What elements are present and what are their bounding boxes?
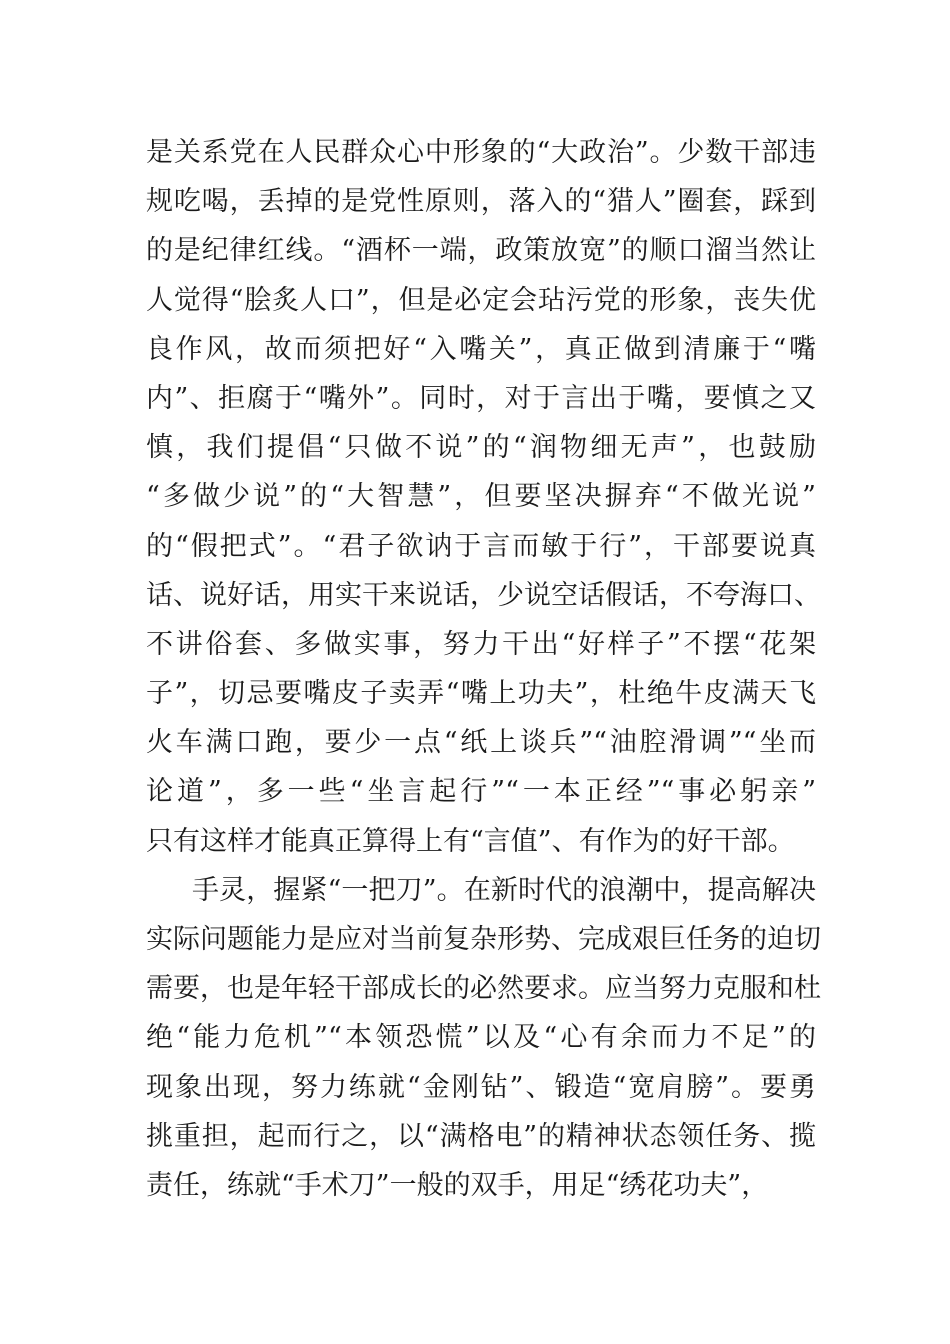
text-line: 人觉得“脍炙人口”，但是必定会玷污党的形象，丧失优 xyxy=(146,284,816,316)
text-line: 良作风，故而须把好“入嘴关”，真正做到清廉于“嘴 xyxy=(146,333,816,365)
text-line: 是关系党在人民群众心中形象的“大政治”。少数干部违 xyxy=(146,137,816,168)
text-line: 挑重担，起而行之，以“满格电”的精神状态领任务、揽 xyxy=(146,1120,816,1152)
text-line: 子”，切忌要嘴皮子卖弄“嘴上功夫”，杜绝牛皮满天飞 xyxy=(146,678,816,710)
text-line: 内”、拒腐于“嘴外”。同时，对于言出于嘴，要慎之又 xyxy=(146,382,816,414)
paragraph-1 xyxy=(146,128,821,866)
text-line: 规吃喝，丢掉的是党性原则，落入的“猎人”圈套，踩到 xyxy=(146,186,816,218)
text-line: 责任，练就“手术刀”一般的双手，用足“绣花功夫”， xyxy=(146,1169,769,1201)
text-line: 不讲俗套、多做实事，努力干出“好样子”不摆“花架 xyxy=(146,628,816,660)
text-line: 话、说好话，用实干来说话，少说空话假话，不夸海口、 xyxy=(146,579,821,611)
text-line: 绝“能力危机”“本领恐慌”以及“心有余而力不足”的 xyxy=(146,1022,816,1054)
paragraph-2 xyxy=(146,866,821,1210)
text-line: 实际问题能力是应对当前复杂形势、完成艰巨任务的迫切 xyxy=(146,924,821,955)
text-line: 火车满口跑，要少一点“纸上谈兵”“油腔滑调”“坐而 xyxy=(146,727,816,759)
text-line: 的是纪律红线。“酒杯一端，政策放宽”的顺口溜当然让 xyxy=(146,235,816,267)
text-line: “多做少说”的“大智慧”，但要坚决摒弃“不做光说” xyxy=(146,481,816,513)
text-line: 手灵，握紧“一把刀”。在新时代的浪潮中，提高解决 xyxy=(192,874,816,906)
text-line: 论道”，多一些“坐言起行”“一本正经”“事必躬亲” xyxy=(146,776,816,808)
text-line: 慎，我们提倡“只做不说”的“润物细无声”，也鼓励 xyxy=(146,432,816,464)
body-text xyxy=(146,128,821,1210)
text-line: 只有这样才能真正算得上有“言值”、有作为的好干部。 xyxy=(146,825,795,857)
text-line: 现象出现，努力练就“金刚钻”、锻造“宽肩膀”。要勇 xyxy=(146,1071,816,1103)
text-line: 的“假把式”。“君子欲讷于言而敏于行”，干部要说真 xyxy=(146,530,816,562)
text-line: 需要，也是年轻干部成长的必然要求。应当努力克服和杜 xyxy=(146,973,821,1005)
